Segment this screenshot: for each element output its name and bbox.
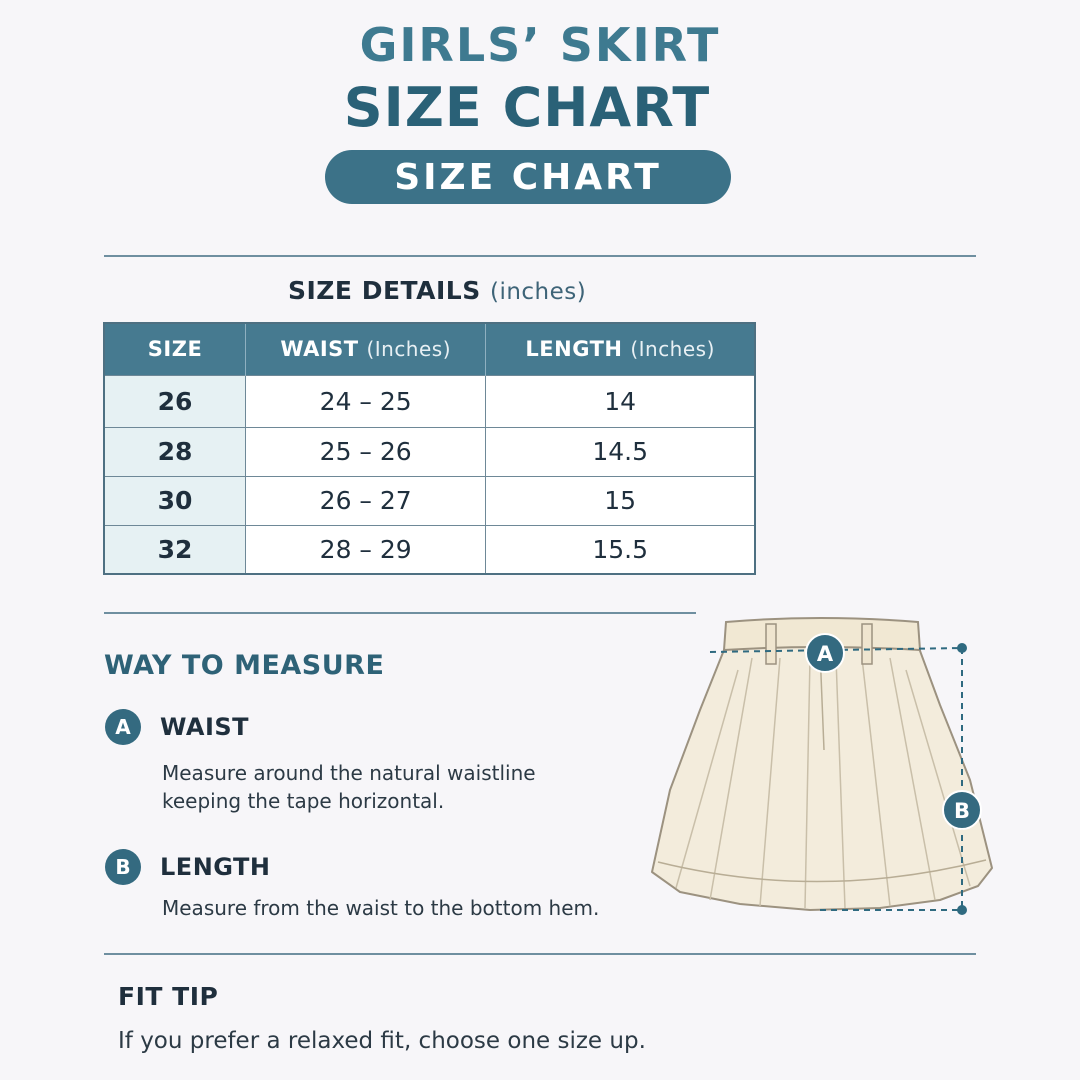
waist-instruction-line-2: keeping the tape horizontal. xyxy=(162,789,445,813)
size-cell: 30 xyxy=(104,476,246,525)
fit-tip-heading: FIT TIP xyxy=(118,982,219,1011)
column-header-size xyxy=(104,323,246,375)
length-cell: 15.5 xyxy=(486,525,755,574)
table-row xyxy=(104,375,755,427)
waist-cell: 28 – 29 xyxy=(246,525,486,574)
divider-bottom xyxy=(104,953,976,955)
waist-title: WAIST xyxy=(160,713,250,741)
length-cell: 15 xyxy=(486,476,755,525)
belt-loop xyxy=(766,624,776,664)
title-line-1: GIRLS’ SKIRT xyxy=(359,18,721,72)
size-table xyxy=(103,322,756,575)
table-header-row xyxy=(104,323,755,375)
marker-a-label: A xyxy=(816,642,834,666)
column-header-unit: (Inches) xyxy=(366,337,452,362)
size-details-unit: (inches) xyxy=(489,279,587,305)
table-row xyxy=(104,525,755,574)
size-cell: 32 xyxy=(104,525,246,574)
size-chart-badge: SIZE CHART xyxy=(325,150,731,204)
skirt-illustration xyxy=(640,610,1010,920)
table-row xyxy=(104,427,755,476)
size-cell: 28 xyxy=(104,427,246,476)
size-cell: 26 xyxy=(104,375,246,427)
waist-cell: 24 – 25 xyxy=(246,375,486,427)
marker-b-label: B xyxy=(953,799,971,823)
divider-top xyxy=(104,255,976,257)
measure-endpoint xyxy=(957,643,967,653)
column-header-waist xyxy=(246,323,486,375)
measure-endpoint xyxy=(957,905,967,915)
column-header-label: SIZE xyxy=(147,337,203,362)
column-header-length xyxy=(486,323,755,375)
title-line-2: SIZE CHART xyxy=(343,76,711,139)
fit-tip-text: If you prefer a relaxed fit, choose one size up. xyxy=(118,1028,646,1054)
waist-marker-badge: A xyxy=(105,709,141,745)
way-to-measure-heading: WAY TO MEASURE xyxy=(104,650,385,681)
length-marker-badge: B xyxy=(105,849,141,885)
belt-loop xyxy=(862,624,872,664)
waist-instruction-line-1: Measure around the natural waistline xyxy=(162,761,536,785)
length-cell: 14.5 xyxy=(486,427,755,476)
divider-middle xyxy=(104,612,696,614)
length-instruction: Measure from the waist to the bottom hem. xyxy=(162,896,600,920)
column-header-unit: (Inches) xyxy=(630,337,715,362)
column-header-label: LENGTH xyxy=(525,337,623,362)
size-details-heading xyxy=(288,276,586,305)
size-details-heading-text: SIZE DETAILS xyxy=(288,276,481,305)
length-title: LENGTH xyxy=(160,853,271,881)
table-row xyxy=(104,476,755,525)
column-header-label: WAIST xyxy=(280,337,359,362)
length-cell: 14 xyxy=(486,375,755,427)
waist-cell: 25 – 26 xyxy=(246,427,486,476)
waist-cell: 26 – 27 xyxy=(246,476,486,525)
